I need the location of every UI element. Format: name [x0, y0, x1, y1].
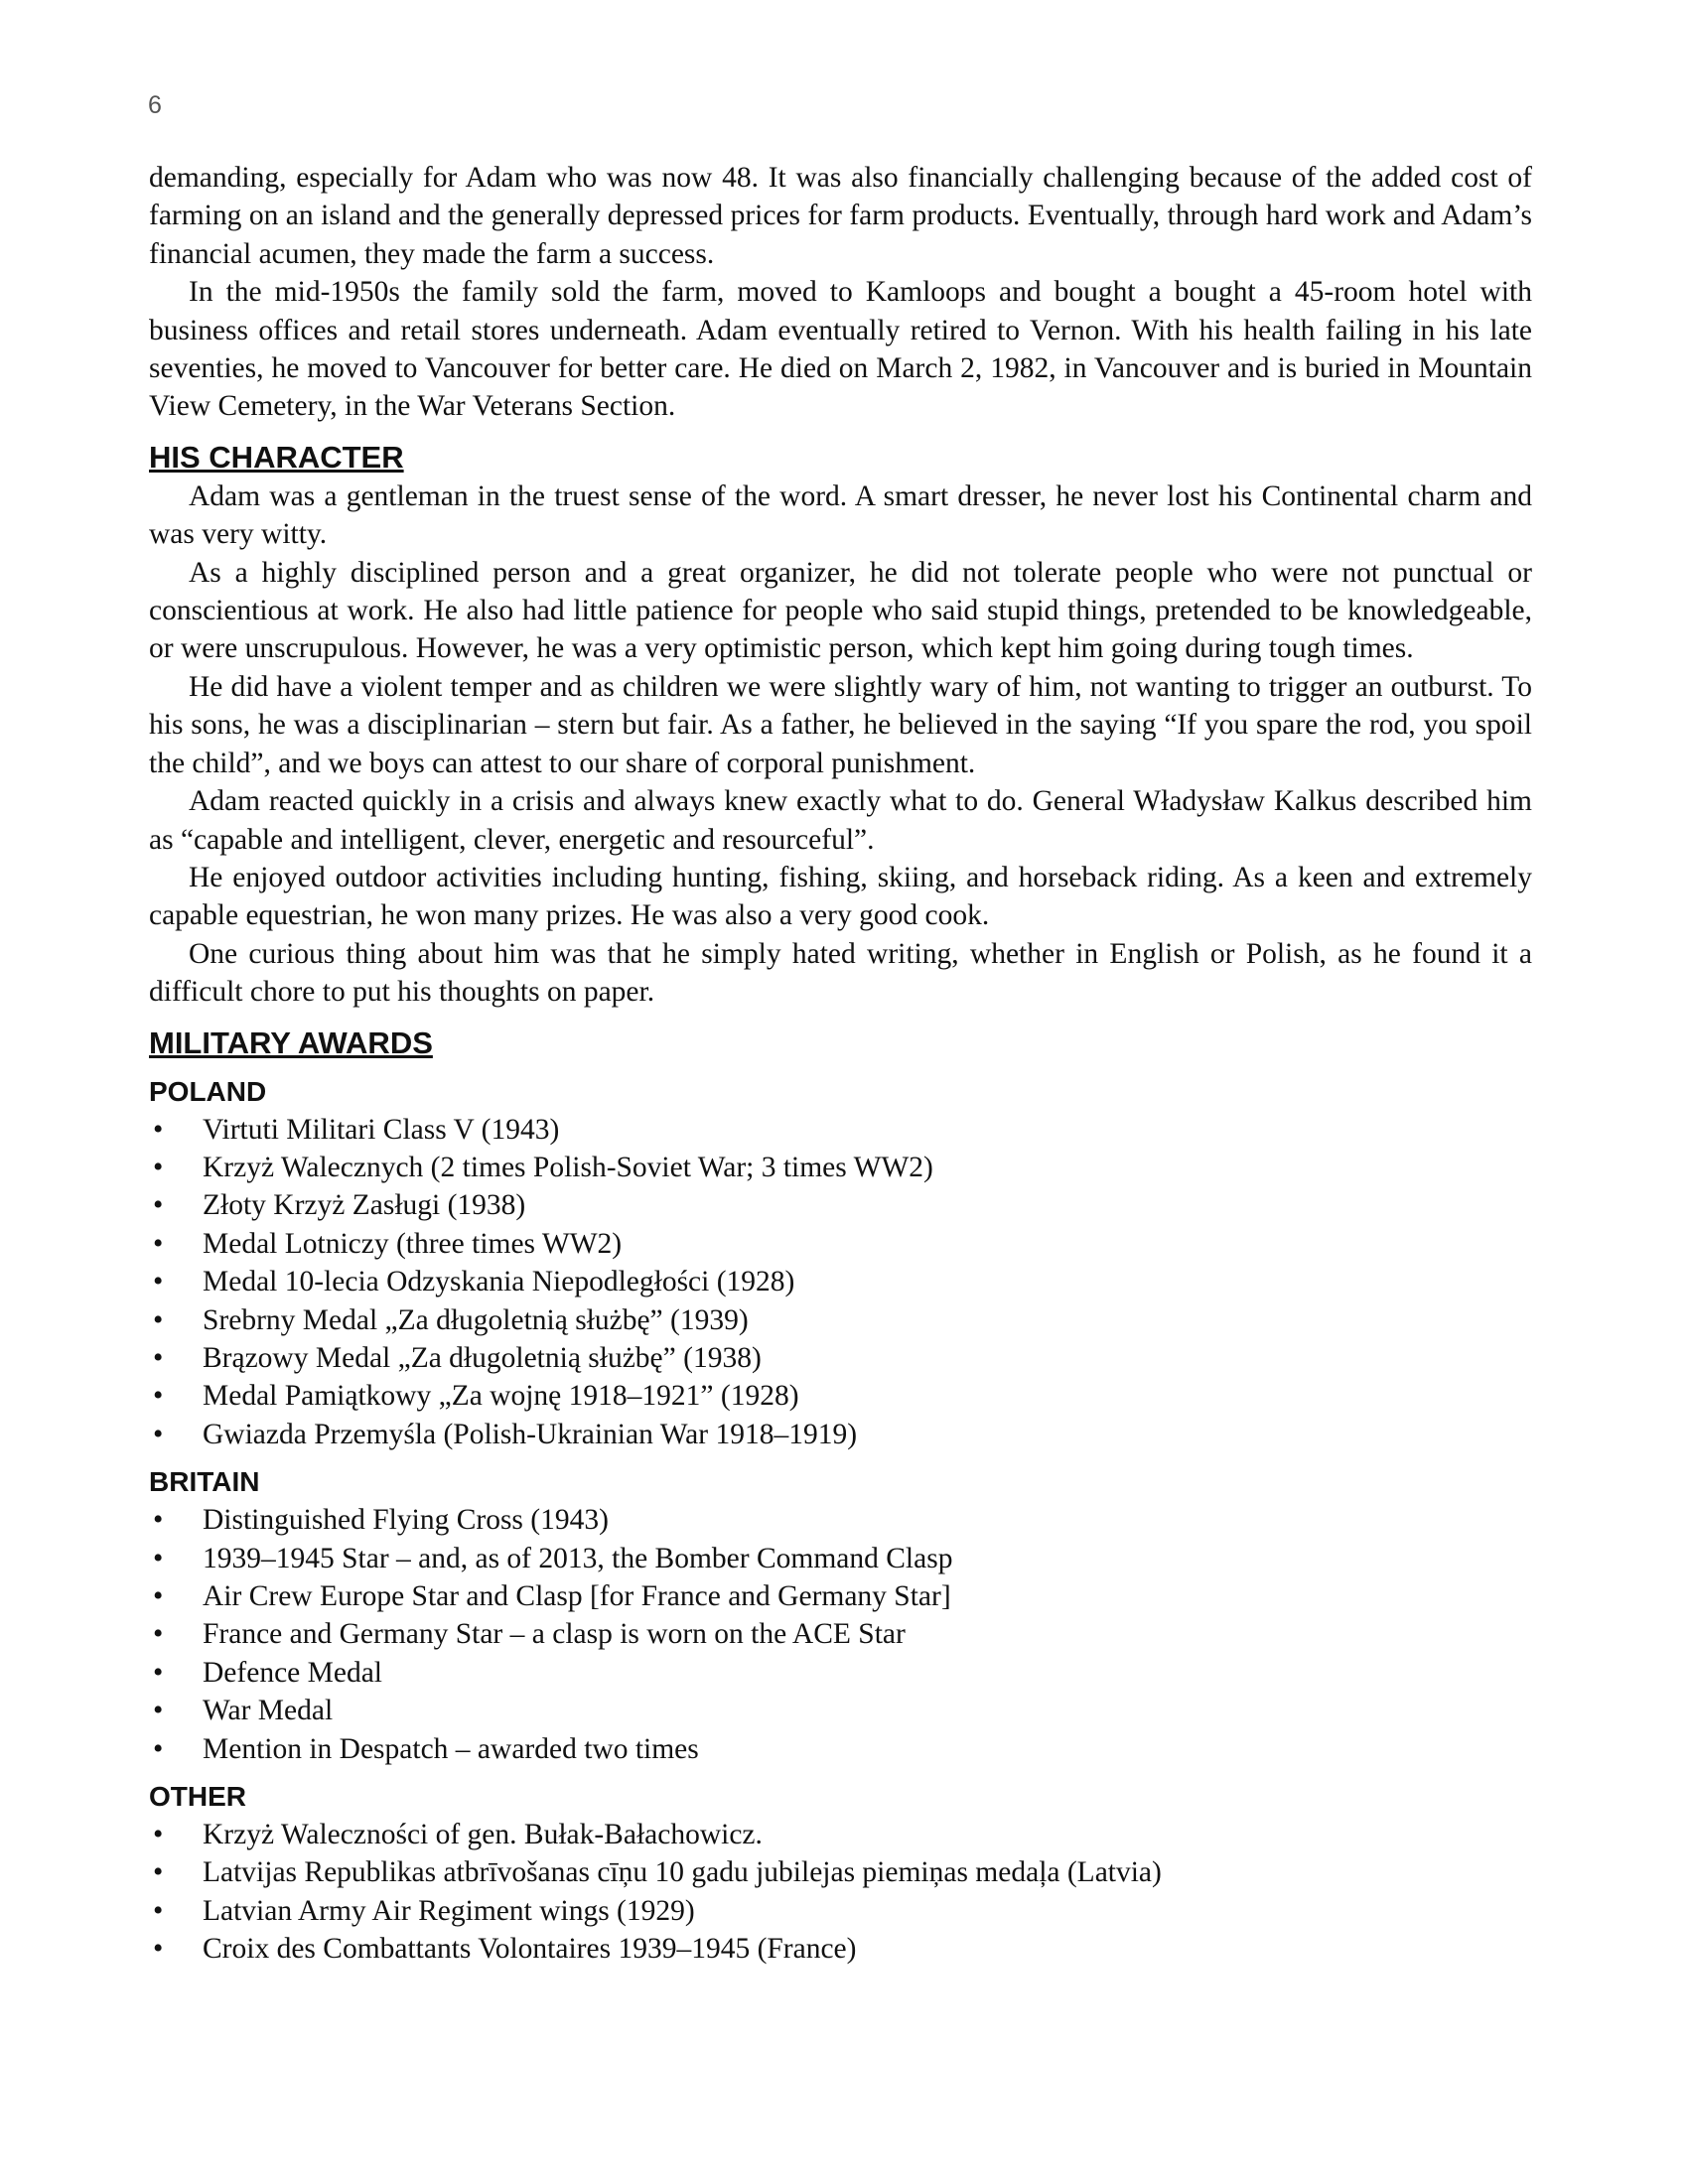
- character-paragraph: One curious thing about him was that he simply hated writing, whether in English or Polish, as he found it a difficult chore to put his thoughts on paper.: [149, 937, 1532, 1009]
- award-item: • Latvijas Republikas atbrīvošanas cīņu 10 gadu jubilejas piemiņas medaļa (Latvia): [149, 1853, 1532, 1891]
- intro-paragraph: demanding, especially for Adam who was now 48. It was also financially challenging because of the added cost of farming on an island and the generally depressed prices for farm products. Eventually, through hard work and Adam’s financial acumen, they made the farm a success.: [149, 162, 1532, 270]
- character-paragraph: Adam was a gentleman in the truest sense of the word. A smart dresser, he never lost his Continental charm and was very witty.: [149, 479, 1532, 551]
- character-paragraph: As a highly disciplined person and a great organizer, he did not tolerate people who were not punctual or conscientious at work. He also had little patience for people who said stupid things, pretended to be knowledgeable, or were unscrupulous. However, he was a very optimistic person, which kept him going during tough times.: [149, 556, 1532, 665]
- award-item: • Medal 10-lecia Odzyskania Niepodległości (1928): [149, 1263, 1532, 1300]
- award-item: • Air Crew Europe Star and Clasp [for France and Germany Star]: [149, 1577, 1532, 1615]
- other-heading: OTHER: [149, 1781, 246, 1813]
- award-item: • Brązowy Medal „Za długoletnią służbę” (1938): [149, 1339, 1532, 1377]
- character-paragraph: He did have a violent temper and as children we were slightly wary of him, not wanting to trigger an outburst. To his sons, he was a disciplinarian – stern but fair. As a father, he believed in the saying “If you spare the rod, you spoil the child”, and we boys can attest to our share of corporal punishment.: [149, 670, 1532, 779]
- award-item: • France and Germany Star – a clasp is worn on the ACE Star: [149, 1615, 1532, 1653]
- award-item: • 1939–1945 Star – and, as of 2013, the Bomber Command Clasp: [149, 1540, 1532, 1577]
- intro-paragraph: In the mid-1950s the family sold the farm, moved to Kamloops and bought a bought a 45-room hotel with business offices and retail stores underneath. Adam eventually retired to Vernon. With his health failing in his late seventies, he moved to Vancouver for better care. He died on March 2, 1982, in Vancouver and is buried in Mountain View Cemetery, in the War Veterans Section.: [149, 276, 1532, 423]
- award-item: • Croix des Combattants Volontaires 1939–1945 (France): [149, 1930, 1532, 1968]
- character-paragraph: Adam reacted quickly in a crisis and always knew exactly what to do. General Władysław Kalkus described him as “capable and intelligent, clever, energetic and resourceful”.: [149, 785, 1532, 856]
- award-item: • Gwiazda Przemyśla (Polish-Ukrainian War 1918–1919): [149, 1416, 1532, 1453]
- award-item: • Virtuti Militari Class V (1943): [149, 1111, 1532, 1149]
- award-item: • Medal Pamiątkowy „Za wojnę 1918–1921” (1928): [149, 1377, 1532, 1415]
- britain-heading: BRITAIN: [149, 1466, 260, 1498]
- award-item: • Srebrny Medal „Za długoletnią służbę” (1939): [149, 1301, 1532, 1339]
- poland-awards-list: [149, 1111, 1532, 1454]
- award-item: • Złoty Krzyż Zasługi (1938): [149, 1186, 1532, 1224]
- other-awards-list: [149, 1816, 1532, 1969]
- award-item: • Defence Medal: [149, 1654, 1532, 1692]
- britain-awards-list: [149, 1501, 1532, 1768]
- awards-section: [149, 1024, 1532, 1969]
- award-item: • Distinguished Flying Cross (1943): [149, 1501, 1532, 1539]
- document-body: [149, 159, 1532, 1969]
- award-item: • Latvian Army Air Regiment wings (1929): [149, 1892, 1532, 1930]
- character-paragraph: He enjoyed outdoor activities including hunting, fishing, skiing, and horseback riding. As a keen and extremely capable equestrian, he won many prizes. He was also a very good cook.: [149, 861, 1532, 932]
- intro-section: [149, 159, 1532, 426]
- poland-heading: POLAND: [149, 1075, 267, 1107]
- award-item: • Medal Lotniczy (three times WW2): [149, 1225, 1532, 1263]
- award-item: • Krzyż Waleczności of gen. Bułak-Bałachowicz.: [149, 1816, 1532, 1853]
- award-item: • Krzyż Walecznych (2 times Polish-Soviet War; 3 times WW2): [149, 1149, 1532, 1186]
- award-item: • Mention in Despatch – awarded two times: [149, 1730, 1532, 1768]
- award-item: • War Medal: [149, 1692, 1532, 1729]
- page-number: 6: [148, 91, 162, 119]
- character-section: [149, 438, 1532, 1012]
- awards-heading: MILITARY AWARDS: [149, 1024, 433, 1060]
- character-heading: HIS CHARACTER: [149, 439, 404, 475]
